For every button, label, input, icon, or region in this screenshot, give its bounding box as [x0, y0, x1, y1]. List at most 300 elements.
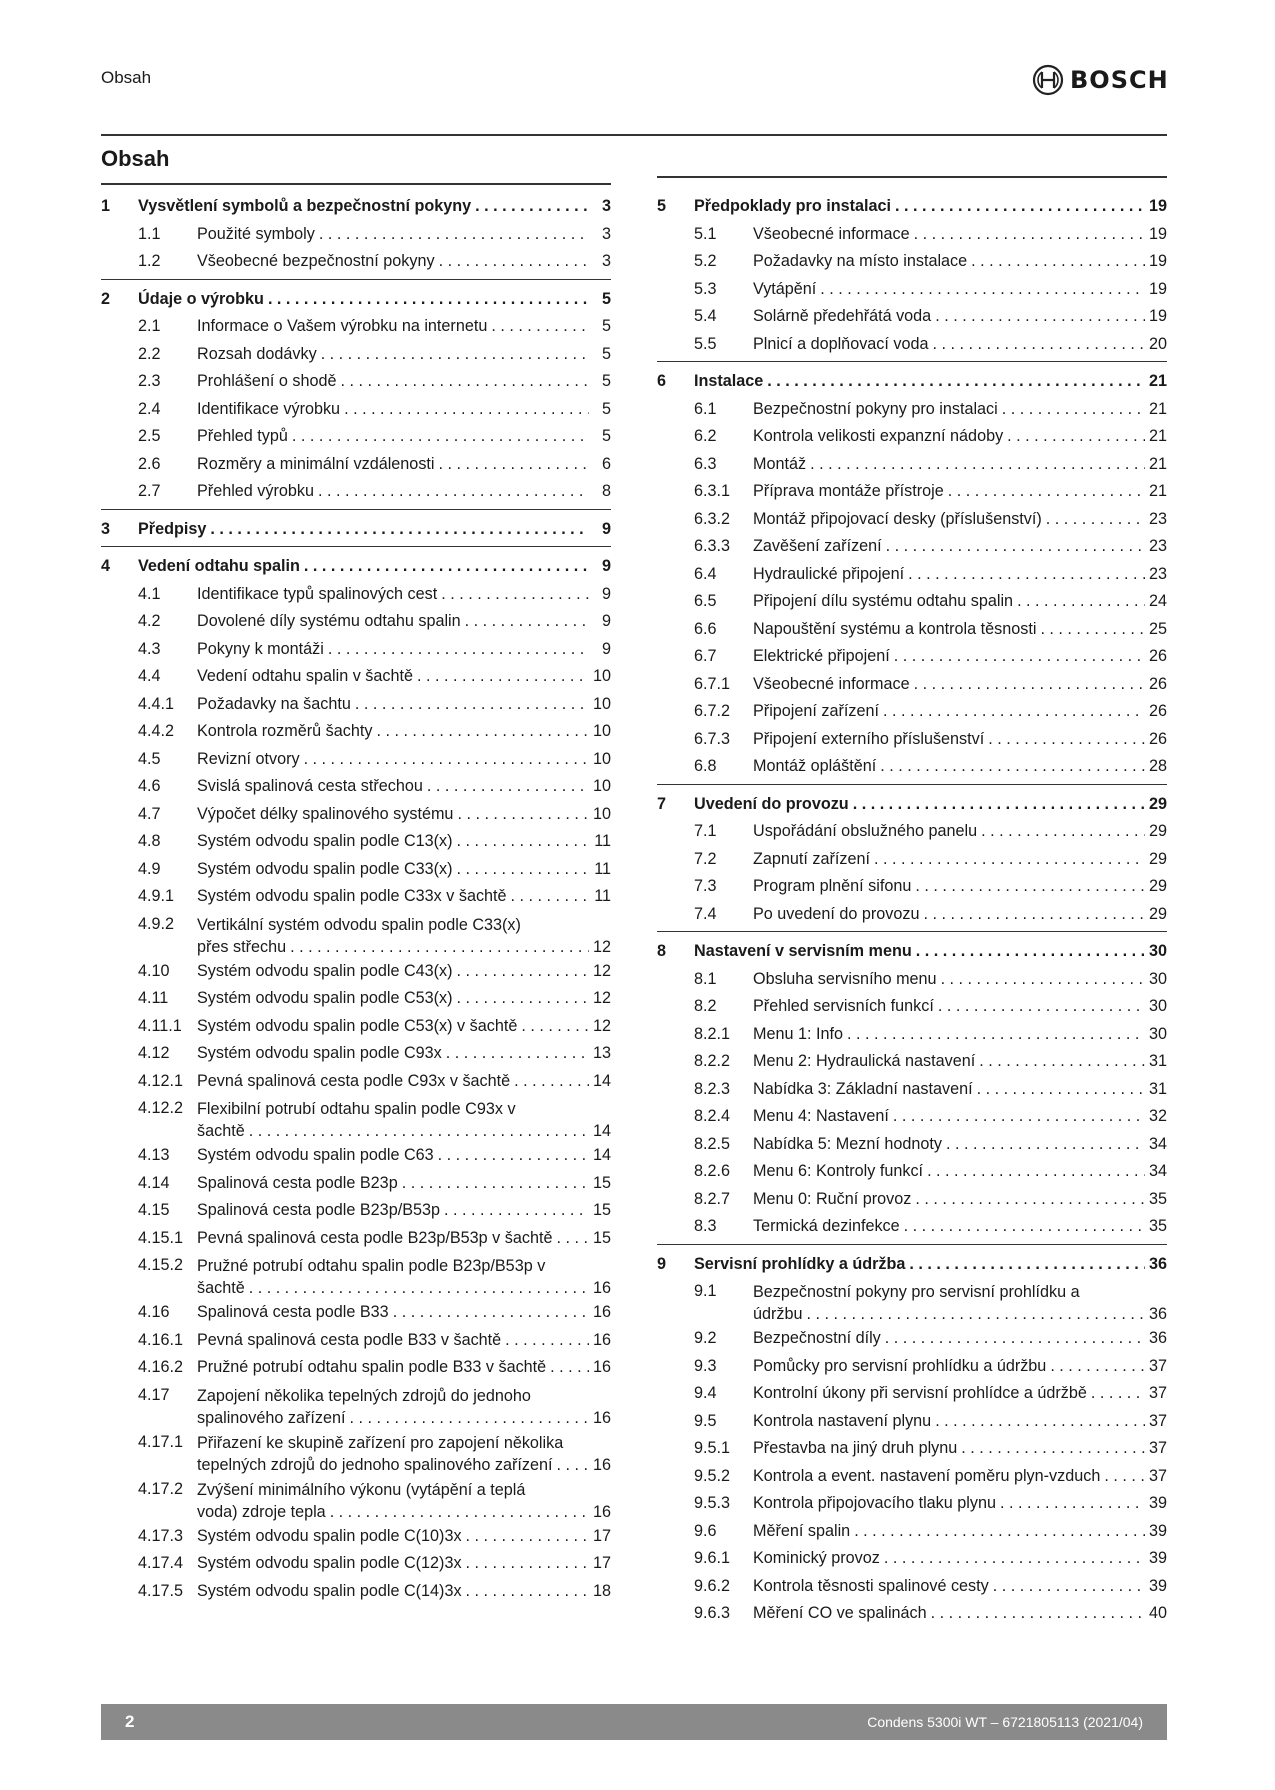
entry-number: 9.4	[694, 1384, 717, 1402]
toc-entry[interactable]	[101, 1550, 611, 1578]
page-number: 16	[592, 1408, 611, 1427]
toc-section-heading[interactable]	[657, 1251, 1167, 1279]
page-number: 34	[1148, 1134, 1167, 1153]
toc-entry[interactable]	[101, 248, 611, 276]
entry-title: Spalinová cesta podle B23p	[197, 1173, 398, 1192]
page-number: 21	[1148, 372, 1167, 390]
entry-title: Pevná spalinová cesta podle B23p/B53p v šachtě	[197, 1228, 553, 1247]
entry-title: Montáž	[753, 454, 807, 473]
page-number: 29	[1148, 822, 1167, 840]
entry-title: Systém odvodu spalin podle C(14)3x	[197, 1581, 462, 1600]
toc-right-column	[657, 189, 1167, 1637]
entry-title: Identifikace typů spalinových cest	[197, 584, 438, 603]
section-title: Instalace	[694, 372, 764, 390]
entry-title: Přestavba na jiný druh plynu	[753, 1439, 958, 1457]
dot-leader	[807, 1303, 1145, 1325]
toc-entry[interactable]	[101, 883, 611, 911]
entry-title: Identifikace výrobku	[197, 399, 341, 418]
dot-leader	[457, 985, 589, 1013]
toc-entry[interactable]	[101, 1252, 611, 1299]
entry-title: Připojení externího příslušenství	[753, 729, 985, 748]
toc-entry[interactable]	[101, 478, 611, 506]
section-number: 6	[657, 372, 667, 390]
toc-entry[interactable]	[101, 1170, 611, 1198]
page-number: 16	[592, 1358, 611, 1376]
page-number: 10	[592, 694, 611, 713]
page-number: 25	[1148, 619, 1167, 638]
entry-number: 6.3.3	[694, 537, 731, 555]
page-number: 26	[1148, 647, 1167, 665]
entry-number: 9.6.2	[694, 1576, 731, 1595]
entry-number: 4.15.2	[138, 1256, 184, 1274]
toc-entry[interactable]	[101, 691, 611, 719]
entry-number: 2.3	[138, 372, 161, 390]
entry-title: Dovolené díly systému odtahu spalin	[197, 612, 461, 630]
toc-section-heading[interactable]	[101, 553, 611, 581]
dot-leader	[304, 553, 589, 581]
page-number: 37	[1148, 1356, 1167, 1375]
page-number: 14	[592, 1146, 611, 1164]
entry-number: 9.5.1	[694, 1439, 731, 1457]
entry-number: 4.3	[138, 639, 161, 658]
page-number: 15	[592, 1173, 611, 1192]
toc-entry[interactable]	[657, 1518, 1167, 1546]
entry-title: Měření CO ve spalinách	[753, 1604, 927, 1622]
toc-section-heading[interactable]	[657, 791, 1167, 819]
toc-entry[interactable]	[657, 478, 1167, 506]
entry-title: Elektrické připojení	[753, 647, 890, 665]
toc-entry[interactable]	[101, 1429, 611, 1476]
dot-leader	[511, 883, 589, 911]
entry-number: 4.12.1	[138, 1071, 184, 1090]
toc-entry[interactable]	[101, 663, 611, 691]
dot-leader	[1000, 1490, 1145, 1518]
entry-title: Po uvedení do provozu	[753, 904, 920, 923]
entry-number: 4.16.1	[138, 1330, 184, 1349]
entry-title: Menu 6: Kontroly funkcí	[753, 1162, 924, 1180]
toc-entry[interactable]	[101, 985, 611, 1013]
toc-section	[657, 1251, 1167, 1631]
toc-entry[interactable]	[657, 671, 1167, 699]
page-number: 3	[601, 197, 611, 215]
entry-title: Termická dezinfekce	[753, 1217, 900, 1235]
entry-title: Pevná spalinová cesta podle C93x v šachtě	[197, 1071, 511, 1090]
toc-entry[interactable]	[101, 1013, 611, 1041]
toc-entry[interactable]	[657, 1573, 1167, 1601]
toc-entry[interactable]	[101, 773, 611, 801]
entry-title: Systém odvodu spalin podle C33x v šachtě	[197, 887, 507, 905]
toc-entry[interactable]	[101, 313, 611, 341]
entry-number: 4.14	[138, 1173, 170, 1192]
toc-section-heading[interactable]	[657, 368, 1167, 396]
toc-entry[interactable]	[101, 1299, 611, 1327]
section-number: 7	[657, 794, 667, 813]
entry-number: 4.16.2	[138, 1358, 184, 1376]
dot-leader	[932, 331, 1145, 359]
page-number: 9	[601, 519, 611, 538]
toc-section-heading[interactable]	[101, 516, 611, 544]
entry-number: 4.8	[138, 832, 161, 850]
toc-entry[interactable]	[657, 1048, 1167, 1076]
toc-entry[interactable]	[657, 846, 1167, 874]
entry-number: 4.2	[138, 612, 161, 630]
dot-leader	[210, 516, 589, 544]
dot-leader	[249, 1120, 589, 1142]
dot-leader	[894, 643, 1145, 671]
toc-entry[interactable]	[657, 1545, 1167, 1573]
entry-number: 8.2.3	[694, 1079, 731, 1098]
page-number: 5	[601, 372, 611, 390]
dot-leader	[938, 993, 1145, 1021]
dot-leader	[948, 478, 1145, 506]
entry-number: 2.6	[138, 454, 161, 473]
toc-entry[interactable]	[657, 616, 1167, 644]
entry-title: Měření spalin	[753, 1521, 851, 1540]
entry-title-line1: Zvýšení minimálního výkonu (vytápění a teplá	[197, 1480, 526, 1499]
entry-number: 4.12.2	[138, 1099, 184, 1117]
dot-leader	[465, 608, 589, 636]
footer-document-info: Condens 5300i WT – 6721805113 (2021/04)	[867, 1714, 1143, 1730]
toc-entry[interactable]	[101, 1578, 611, 1606]
dot-leader	[914, 221, 1145, 249]
page-number: 9	[601, 612, 611, 630]
toc-entry[interactable]	[657, 1600, 1167, 1628]
page-number: 12	[592, 961, 611, 980]
entry-title-line1: Pružné potrubí odtahu spalin podle B23p/B53p v	[197, 1257, 546, 1275]
dot-leader	[457, 801, 589, 829]
toc-entry[interactable]	[657, 1490, 1167, 1518]
page-number: 5	[601, 427, 611, 445]
toc-entry[interactable]	[657, 248, 1167, 276]
page-number: 29	[1148, 794, 1167, 813]
dot-leader	[915, 873, 1145, 901]
dot-leader	[393, 1299, 589, 1327]
brand-name: BOSCH	[1070, 66, 1169, 94]
dot-leader	[883, 698, 1145, 726]
toc-entry[interactable]	[657, 1278, 1167, 1325]
toc-entry[interactable]	[101, 1354, 611, 1382]
entry-title: Kontrola velikosti expanzní nádoby	[753, 427, 1004, 445]
toc-entry[interactable]	[101, 801, 611, 829]
page-number: 12	[592, 989, 611, 1007]
entry-number: 4.17.5	[138, 1581, 184, 1600]
toc-entry[interactable]	[657, 303, 1167, 331]
toc-entry[interactable]	[101, 746, 611, 774]
page-number: 30	[1148, 969, 1167, 988]
page-number: 26	[1148, 674, 1167, 693]
section-number: 4	[101, 557, 111, 575]
dot-leader	[402, 1170, 589, 1198]
toc-entry[interactable]	[101, 341, 611, 369]
page-number: 5	[601, 344, 611, 363]
section-title: Vysvětlení symbolů a bezpečnostní pokyny	[138, 197, 472, 215]
dot-leader	[895, 193, 1145, 221]
entry-title: přes střechu	[197, 937, 287, 956]
page-number: 19	[1148, 307, 1167, 325]
entry-number: 4.13	[138, 1146, 170, 1164]
toc-entry[interactable]	[101, 636, 611, 664]
entry-title: Vytápění	[753, 279, 817, 298]
entry-title: Plnicí a doplňovací voda	[753, 334, 929, 353]
toc-entry[interactable]	[657, 588, 1167, 616]
entry-title: Pokyny k montáži	[197, 639, 324, 658]
entry-number: 9.2	[694, 1329, 717, 1347]
toc-entry[interactable]	[657, 1186, 1167, 1214]
dot-leader	[439, 451, 589, 479]
toc-entry[interactable]	[101, 1040, 611, 1068]
dot-leader	[344, 396, 589, 424]
page-number: 21	[1148, 399, 1167, 418]
dot-leader	[810, 451, 1145, 479]
entry-title: spalinového zařízení	[197, 1408, 346, 1427]
page-number: 19	[1148, 224, 1167, 243]
toc-section-heading[interactable]	[657, 193, 1167, 221]
page-number: 11	[594, 887, 611, 905]
toc-entry[interactable]	[101, 1225, 611, 1253]
dot-leader	[550, 1354, 589, 1382]
toc-entry[interactable]	[101, 1095, 611, 1142]
page-number: 36	[1148, 1329, 1167, 1347]
toc-entry[interactable]	[657, 1435, 1167, 1463]
toc-entry[interactable]	[101, 1327, 611, 1355]
page-number: 23	[1148, 564, 1167, 583]
page-number: 19	[1148, 279, 1167, 298]
toc-entry[interactable]	[657, 561, 1167, 589]
page-number: 29	[1148, 849, 1167, 868]
toc-entry[interactable]	[101, 396, 611, 424]
page-number: 21	[1148, 482, 1167, 500]
entry-title: Přehled servisních funkcí	[753, 997, 934, 1015]
page-number: 14	[592, 1122, 611, 1140]
page-number: 24	[1148, 592, 1167, 610]
entry-title: Menu 4: Nastavení	[753, 1107, 889, 1125]
dot-leader	[1040, 616, 1145, 644]
toc-entry[interactable]	[657, 966, 1167, 994]
page-number: 11	[594, 859, 611, 878]
entry-number: 7.3	[694, 877, 717, 895]
toc-entry[interactable]	[101, 1197, 611, 1225]
entry-title: Vedení odtahu spalin v šachtě	[197, 667, 413, 685]
toc-entry[interactable]	[657, 1021, 1167, 1049]
section-title: Uvedení do provozu	[694, 794, 849, 813]
dot-leader	[941, 966, 1145, 994]
dot-leader	[446, 1040, 589, 1068]
page-number: 9	[601, 557, 611, 575]
toc-entry[interactable]	[101, 911, 611, 958]
toc-entry[interactable]	[657, 993, 1167, 1021]
entry-title-line1: Bezpečnostní pokyny pro servisní prohlídku a	[753, 1283, 1080, 1301]
toc-entry[interactable]	[657, 506, 1167, 534]
page-number: 9	[601, 584, 611, 603]
dot-leader	[444, 1197, 589, 1225]
toc-entry[interactable]	[657, 1325, 1167, 1353]
entry-number: 4.4	[138, 667, 161, 685]
toc-entry[interactable]	[101, 423, 611, 451]
entry-title: Kontrola připojovacího tlaku plynu	[753, 1494, 996, 1512]
entry-title: tepelných zdrojů do jednoho spalinového zařízení	[197, 1455, 553, 1474]
entry-number: 2.7	[138, 482, 161, 500]
toc-entry[interactable]	[101, 718, 611, 746]
entry-title: Pevná spalinová cesta podle B33 v šachtě	[197, 1330, 502, 1349]
entry-number: 9.1	[694, 1282, 717, 1300]
toc-entry[interactable]	[657, 1380, 1167, 1408]
dot-leader	[820, 276, 1145, 304]
dot-leader	[349, 1407, 589, 1429]
dot-leader	[438, 1142, 589, 1170]
page-number: 12	[592, 937, 611, 956]
entry-title: Připojení dílu systému odtahu spalin	[753, 592, 1014, 610]
entry-title: Systém odvodu spalin podle C53(x)	[197, 989, 453, 1007]
dot-leader	[514, 1068, 589, 1096]
page-number: 5	[601, 289, 611, 308]
section-title: Předpisy	[138, 519, 207, 538]
toc-entry[interactable]	[657, 451, 1167, 479]
entry-title: voda) zdroje tepla	[197, 1502, 326, 1521]
toc-entry[interactable]	[657, 1213, 1167, 1241]
dot-leader	[318, 478, 589, 506]
entry-number: 4.17.1	[138, 1432, 184, 1451]
dot-leader	[328, 636, 589, 664]
page-number: 31	[1148, 1079, 1167, 1098]
toc-entry[interactable]	[101, 828, 611, 856]
page-number: 32	[1148, 1107, 1167, 1125]
toc-section-heading[interactable]	[657, 938, 1167, 966]
toc-entry[interactable]	[657, 1103, 1167, 1131]
dot-leader	[521, 1013, 589, 1041]
footer-bar	[101, 1704, 1167, 1740]
toc-section-heading[interactable]	[101, 193, 611, 221]
toc-entry[interactable]	[657, 643, 1167, 671]
entry-number: 6.3.1	[694, 482, 731, 500]
entry-number: 9.6	[694, 1521, 717, 1540]
toc-section	[101, 553, 611, 1608]
section-title: Údaje o výrobku	[138, 289, 264, 308]
page-number: 8	[601, 482, 611, 500]
toc-entry[interactable]	[657, 221, 1167, 249]
dot-leader	[491, 313, 589, 341]
entry-title: Kontrola rozměrů šachty	[197, 722, 373, 740]
toc-entry[interactable]	[657, 1131, 1167, 1159]
entry-number: 6.2	[694, 427, 717, 445]
entry-number: 6.8	[694, 757, 717, 775]
page-number: 18	[592, 1581, 611, 1600]
toc-entry[interactable]	[657, 331, 1167, 359]
toc-entry[interactable]	[657, 1463, 1167, 1491]
page-title: Obsah	[101, 146, 170, 171]
entry-number: 7.2	[694, 849, 717, 868]
toc-entry[interactable]	[657, 753, 1167, 781]
entry-title: Pružné potrubí odtahu spalin podle B33 v šachtě	[197, 1358, 547, 1376]
toc-entry[interactable]	[657, 1353, 1167, 1381]
entry-number: 4.10	[138, 961, 170, 980]
entry-number: 1.1	[138, 224, 161, 243]
toc-entry[interactable]	[657, 1158, 1167, 1186]
toc-entry[interactable]	[101, 958, 611, 986]
page-number: 21	[1148, 454, 1167, 473]
dot-leader	[341, 368, 590, 396]
entry-title: Rozsah dodávky	[197, 344, 317, 363]
dot-leader	[268, 286, 589, 314]
entry-title: Všeobecné bezpečnostní pokyny	[197, 252, 435, 270]
page-number: 30	[1148, 997, 1167, 1015]
dot-leader	[427, 773, 589, 801]
dot-leader	[893, 1103, 1145, 1131]
toc-entry[interactable]	[657, 396, 1167, 424]
entry-number: 6.4	[694, 564, 717, 583]
toc-entry[interactable]	[101, 1068, 611, 1096]
toc-entry[interactable]	[101, 451, 611, 479]
toc-entry[interactable]	[101, 1476, 611, 1523]
entry-title-line1: Flexibilní potrubí odtahu spalin podle C93x v	[197, 1100, 516, 1118]
toc-entry[interactable]	[657, 276, 1167, 304]
page-number: 10	[592, 722, 611, 740]
toc-entry[interactable]	[657, 901, 1167, 929]
entry-number: 9.5	[694, 1411, 717, 1430]
toc-entry[interactable]	[657, 818, 1167, 846]
toc-entry[interactable]	[657, 1076, 1167, 1104]
page-number: 28	[1148, 757, 1167, 775]
section-number: 3	[101, 519, 111, 538]
entry-number: 8.2.1	[694, 1024, 731, 1043]
entry-number: 2.5	[138, 427, 161, 445]
dot-leader	[916, 938, 1145, 966]
toc-entry[interactable]	[101, 368, 611, 396]
section-title: Nastavení v servisním menu	[694, 942, 912, 960]
dot-leader	[417, 663, 589, 691]
toc-entry[interactable]	[101, 1382, 611, 1429]
dot-leader	[977, 1076, 1145, 1104]
entry-number: 4.17.2	[138, 1479, 184, 1498]
toc-entry[interactable]	[101, 581, 611, 609]
page-number: 19	[1148, 252, 1167, 270]
dot-leader	[376, 718, 589, 746]
toc-entry[interactable]	[101, 608, 611, 636]
toc-entry[interactable]	[101, 221, 611, 249]
entry-number: 4.9	[138, 859, 161, 878]
entry-number: 4.17.4	[138, 1554, 184, 1572]
toc-section	[657, 791, 1167, 933]
entry-number: 4.7	[138, 804, 161, 823]
dot-leader	[505, 1327, 589, 1355]
entry-number: 4.15.1	[138, 1228, 184, 1247]
entry-title: Zapnutí zařízení	[753, 849, 870, 868]
entry-number: 8.1	[694, 969, 717, 988]
toc-entry[interactable]	[657, 533, 1167, 561]
page-number: 35	[1148, 1217, 1167, 1235]
entry-number: 4.9.2	[138, 914, 175, 933]
dot-leader	[457, 828, 589, 856]
toc-entry[interactable]	[657, 873, 1167, 901]
entry-number: 5.5	[694, 334, 717, 353]
page-number: 15	[592, 1228, 611, 1247]
entry-number: 5.1	[694, 224, 717, 243]
toc-entry[interactable]	[101, 1523, 611, 1551]
page-number: 16	[592, 1303, 611, 1321]
toc-entry[interactable]	[101, 1142, 611, 1170]
entry-number: 6.5	[694, 592, 717, 610]
entry-title: šachtě	[197, 1122, 245, 1140]
toc-entry[interactable]	[657, 1408, 1167, 1436]
toc-entry[interactable]	[657, 423, 1167, 451]
toc-entry[interactable]	[657, 726, 1167, 754]
page-number: 37	[1148, 1466, 1167, 1485]
toc-entry[interactable]	[101, 856, 611, 884]
dot-leader	[439, 248, 589, 276]
toc-section-heading[interactable]	[101, 286, 611, 314]
page-number: 30	[1148, 942, 1167, 960]
toc-entry[interactable]	[657, 698, 1167, 726]
dot-leader	[853, 791, 1145, 819]
